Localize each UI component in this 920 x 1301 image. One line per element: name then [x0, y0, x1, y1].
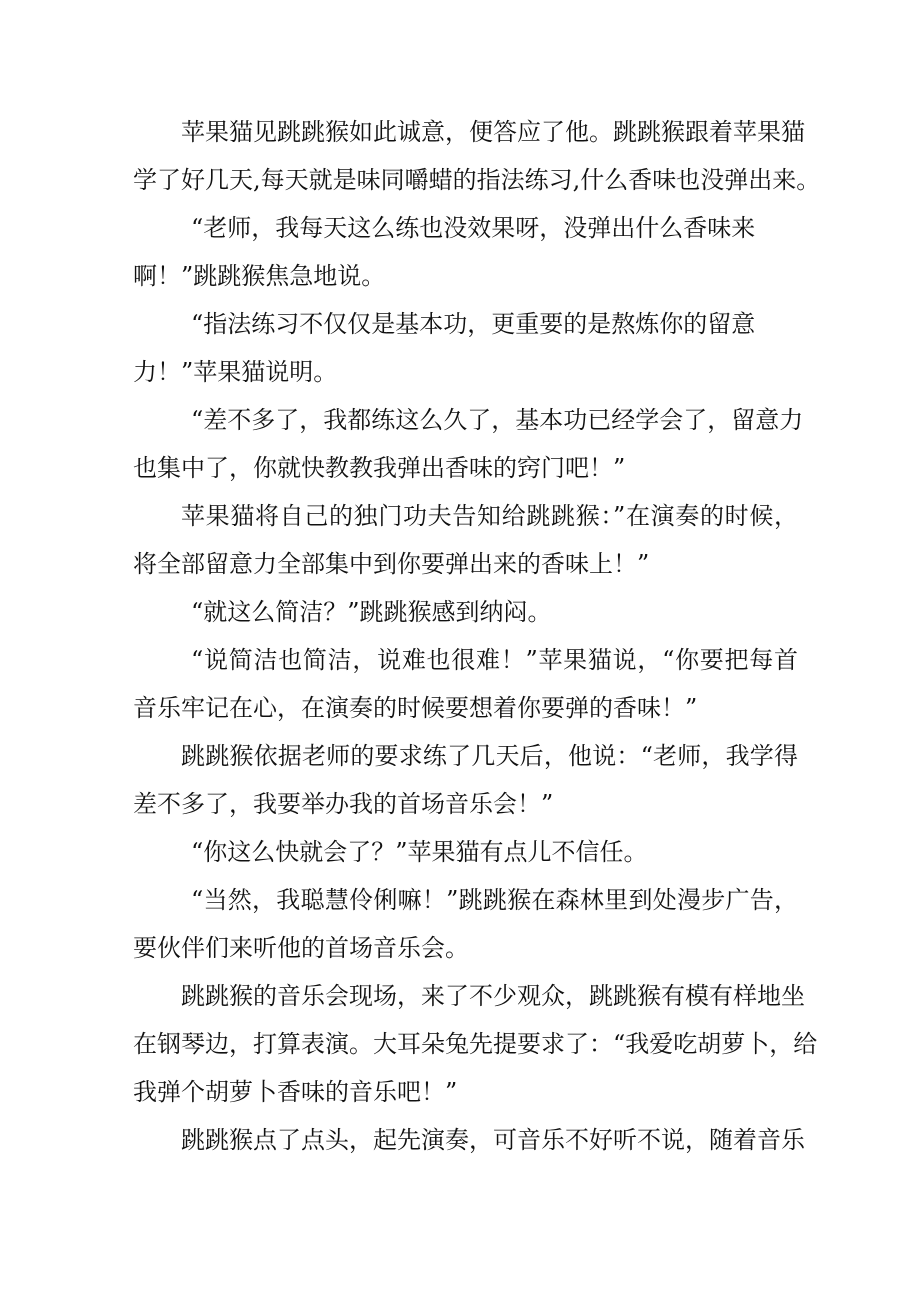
text-line: 跳跳猴依据老师的要求练了几天后，他说：“老师，我学得 — [181, 742, 798, 770]
text-line: 跳跳猴点了点头，起先演奏，可音乐不好听不说，随着音乐 — [181, 1126, 805, 1154]
text-line: 学了好几天,每天就是味同嚼蜡的指法练习,什么香味也没弹出来。 — [133, 166, 821, 194]
text-line: “指法练习不仅仅是基本功，更重要的是熬炼你的留意 — [191, 310, 756, 338]
text-line: 要伙伴们来听他的首场音乐会。 — [133, 934, 469, 962]
text-line: “差不多了，我都练这么久了，基本功已经学会了，留意力 — [191, 406, 804, 434]
text-line: 音乐牢记在心，在演奏的时候要想着你要弹的香味！” — [133, 694, 698, 722]
text-line: 苹果猫见跳跳猴如此诚意，便答应了他。跳跳猴跟着苹果猫 — [181, 118, 805, 146]
text-line: 苹果猫将自己的独门功夫告知给跳跳猴：”在演奏的时候， — [181, 502, 798, 530]
text-line: 将全部留意力全部集中到你要弹出来的香味上！” — [133, 550, 650, 578]
text-line: 啊！”跳跳猴焦急地说。 — [133, 262, 386, 290]
text-line: 差不多了，我要举办我的首场音乐会！” — [133, 790, 554, 818]
text-line: 也集中了，你就快教教我弹出香味的窍门吧！” — [133, 454, 626, 482]
text-line: “你这么快就会了？”苹果猫有点儿不信任。 — [191, 838, 648, 866]
text-line: 在钢琴边，打算表演。大耳朵兔先提要求了：“我爱吃胡萝卜，给 — [133, 1030, 818, 1058]
text-line: “就这么简洁？”跳跳猴感到纳闷。 — [191, 598, 552, 626]
text-line: “当然，我聪慧伶俐嘛！”跳跳猴在森林里到处漫步广告， — [191, 886, 798, 914]
text-line: 力！”苹果猫说明。 — [133, 358, 338, 386]
text-line: “说简洁也简洁，说难也很难！”苹果猫说，“你要把每首 — [191, 646, 798, 674]
text-line: “老师，我每天这么练也没效果呀，没弹出什么香味来 — [191, 214, 756, 242]
text-line: 我弹个胡萝卜香味的音乐吧！” — [133, 1078, 458, 1106]
body-text — [133, 108, 821, 1164]
text-line: 跳跳猴的音乐会现场，来了不少观众，跳跳猴有模有样地坐 — [181, 982, 805, 1010]
